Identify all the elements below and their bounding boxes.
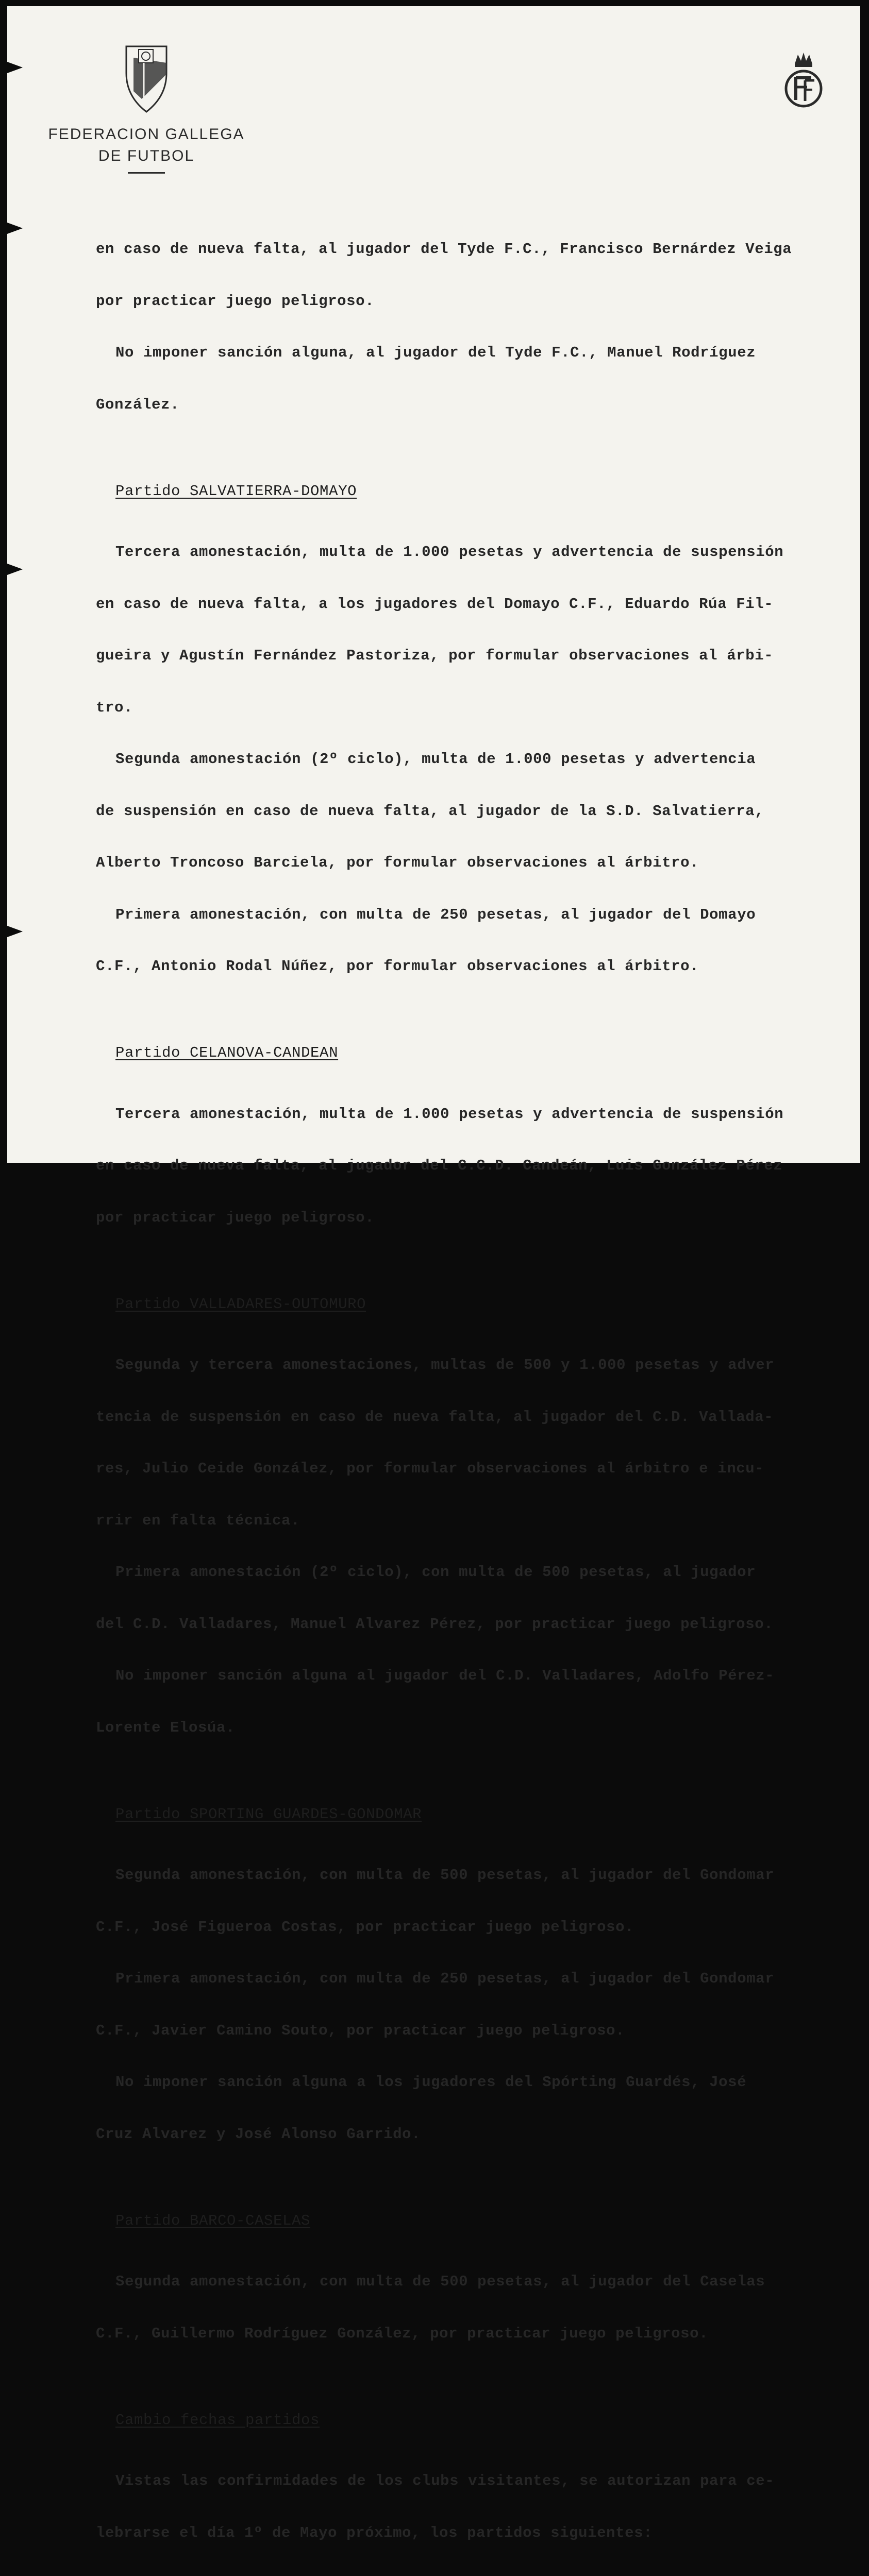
body-line: por practicar juego peligroso. xyxy=(96,1209,375,1226)
page-edge-notch xyxy=(7,62,23,73)
body-line: en caso de nueva falta, a los jugadores del Domayo C.F., Eduardo Rúa Fil- xyxy=(96,595,774,613)
section-heading: Partido VALLADARES-OUTOMURO xyxy=(115,1295,366,1313)
section-heading: Partido CELANOVA-CANDEAN xyxy=(115,1044,339,1061)
body-line: Alberto Troncoso Barciela, por formular observaciones al árbitro. xyxy=(96,854,699,871)
body-line: No imponer sanción alguna a los jugadores del Spórting Guardés, José xyxy=(115,2074,747,2091)
body-line: lebrarse el día 1º de Mayo próximo, los partidos siguientes: xyxy=(96,2524,653,2541)
letterhead xyxy=(33,42,260,174)
body-line: del C.D. Valladares, Manuel Alvarez Pérez, por practicar juego peligroso. xyxy=(96,1615,774,1633)
body-line: C.F., José Figueroa Costas, por practicar juego peligroso. xyxy=(96,1918,634,1936)
page-edge-notch xyxy=(7,564,23,575)
body-line: No imponer sanción alguna al jugador del C.D. Valladares, Adolfo Pérez- xyxy=(115,1667,775,1684)
body-line: Cruz Alvarez y José Alonso Garrido. xyxy=(96,2125,421,2143)
org-name-line1: FEDERACION GALLEGA xyxy=(48,126,245,143)
body-line: C.F., Javier Camino Souto, por practicar juego peligroso. xyxy=(96,2022,625,2039)
body-line: Primera amonestación (2º ciclo), con multa de 500 pesetas, al jugador xyxy=(115,1564,756,1581)
federation-shield-icon xyxy=(123,42,170,114)
body-line: de suspensión en caso de nueva falta, al jugador de la S.D. Salvatierra, xyxy=(96,802,764,820)
body-line: Primera amonestación, con multa de 250 pesetas, al jugador del Gondomar xyxy=(115,1970,775,1987)
body-line: C.F., Guillermo Rodríguez González, por practicar juego peligroso. xyxy=(96,2325,709,2342)
body-line: tencia de suspensión en caso de nueva falta, al jugador del C.D. Vallada- xyxy=(96,1408,774,1426)
body-line: res, Julio Ceide González, por formular observaciones al árbitro e incu- xyxy=(96,1460,764,1477)
body-line: tro. xyxy=(96,699,133,716)
body-line: C.F., Antonio Rodal Núñez, por formular observaciones al árbitro. xyxy=(96,958,699,975)
page-edge-notch xyxy=(7,926,23,937)
body-line: Segunda y tercera amonestaciones, multas de 500 y 1.000 pesetas y adver xyxy=(115,1357,775,1374)
body-line: Segunda amonestación, con multa de 500 pesetas, al jugador del Gondomar xyxy=(115,1867,775,1884)
body-line: Tercera amonestación, multa de 1.000 pesetas y advertencia de suspensión xyxy=(115,544,784,561)
section-heading: Partido SPORTING GUARDES-GONDOMAR xyxy=(115,1805,422,1823)
letterhead-divider xyxy=(128,172,165,174)
body-line: por practicar juego peligroso. xyxy=(96,292,375,310)
body-line: Segunda amonestación (2º ciclo), multa de 1.000 pesetas y advertencia xyxy=(115,751,756,768)
body-line: Vistas las confirmidades de los clubs visitantes, se autorizan para ce- xyxy=(115,2472,775,2489)
document-page xyxy=(7,6,860,2541)
section-heading: Partido SALVATIERRA-DOMAYO xyxy=(115,482,357,500)
body-line: No imponer sanción alguna, al jugador del Tyde F.C., Manuel Rodríguez xyxy=(115,344,756,361)
org-name-line2: DE FUTBOL xyxy=(98,147,195,164)
body-line: rrir en falta técnica. xyxy=(96,1512,300,1529)
body-line: Primera amonestación, con multa de 250 pesetas, al jugador del Domayo xyxy=(115,906,756,923)
body-line: en caso de nueva falta, al jugador del C.C.D. Candeán, Luis González Pérez xyxy=(96,1157,783,1174)
section-heading: Cambio fechas partidos xyxy=(115,2411,320,2429)
body-line: González. xyxy=(96,396,180,413)
section-heading: Partido BARCO-CASELAS xyxy=(115,2212,311,2229)
body-line: Tercera amonestación, multa de 1.000 pesetas y advertencia de suspensión xyxy=(115,1105,784,1123)
body-line: en caso de nueva falta, al jugador del Tyde F.C., Francisco Bernárdez Veiga xyxy=(96,241,792,258)
body-line: Lorente Elosúa. xyxy=(96,1719,236,1736)
body-line: gueira y Agustín Fernández Pastoriza, por formular observaciones al árbi- xyxy=(96,647,774,664)
crown-seal-icon xyxy=(780,48,827,110)
document-body xyxy=(96,206,869,2576)
body-line: Segunda amonestación, con multa de 500 pesetas, al jugador del Caselas xyxy=(115,2273,765,2290)
page-edge-notch xyxy=(7,223,23,234)
